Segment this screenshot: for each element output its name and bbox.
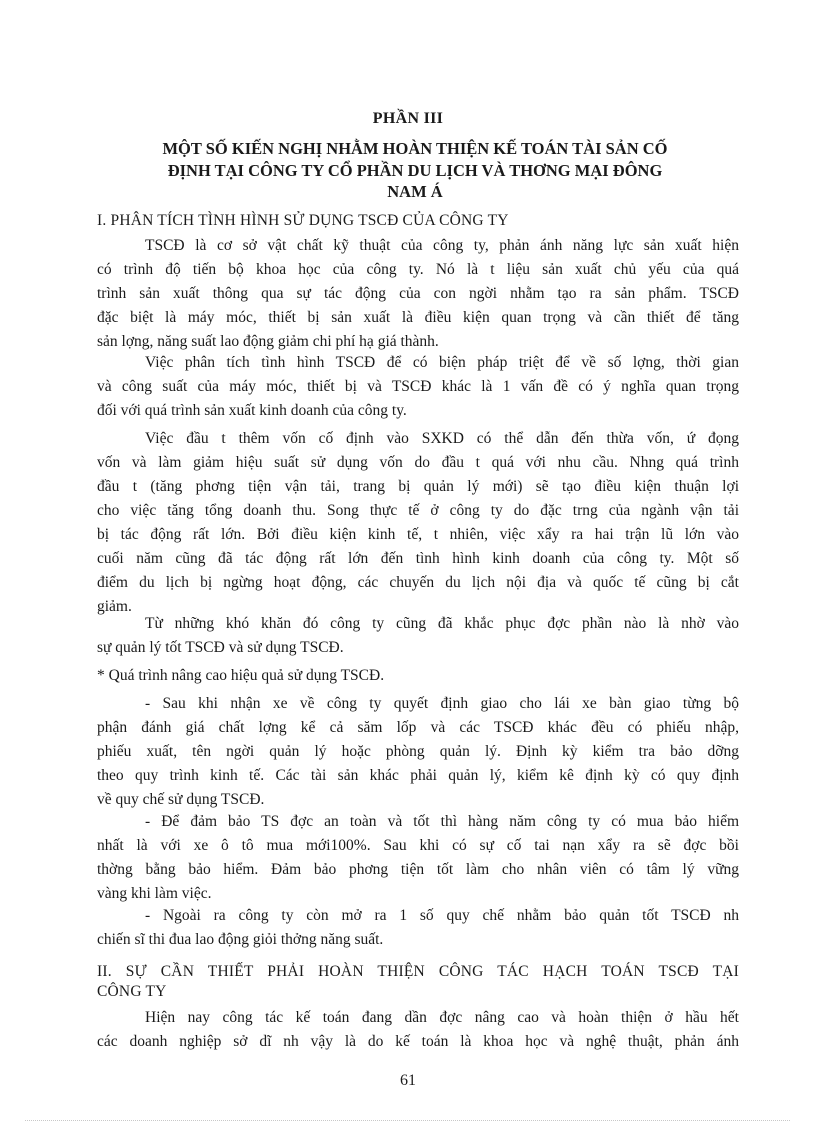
text-line: về quy chế sử dụng TSCĐ. [97, 791, 265, 808]
text-line: có trình độ tiến bộ khoa học của công ty. Nó là t liệu sản xuất chủ yếu của quá [97, 261, 739, 278]
text-line: vàng khi làm việc. [97, 885, 212, 902]
paragraph [97, 810, 739, 906]
text-line: giảm. [97, 598, 132, 615]
text-line: điểm du lịch bị ngừng hoạt động, các chuyến du lịch nội địa và quốc tế cũng bị cắt [97, 574, 739, 591]
heading-line: II. SỰ CẦN THIẾT PHẢI HOÀN THIỆN CÔNG TÁC HẠCH TOÁN TSCĐ TẠI [97, 963, 739, 980]
text-line: phiếu xuất, tên ngời quản lý hoặc phòng quản lý. Định kỳ kiểm tra bảo dỡng [97, 743, 739, 760]
text-line: cuối năm cũng đã tác động rất lớn đến tình hình kinh doanh của công ty. Một số [97, 550, 739, 567]
text-line: phận đánh giá chất lợng kể cả săm lốp và các TSCĐ khác đều có phiếu nhập, [97, 719, 739, 736]
main-title-line: MỘT SỐ KIẾN NGHỊ NHẰM HOÀN THIỆN KẾ TOÁN TÀI SẢN CỐ [162, 139, 668, 158]
text-line: - Ngoài ra công ty còn mở ra 1 số quy chế nhằm bảo quản tốt TSCĐ nh [145, 907, 739, 924]
text-line: Việc đầu t thêm vốn cố định vào SXKD có thể dẫn đến thừa vốn, ứ đọng [145, 430, 739, 447]
text-line: đầu t (tăng phơng tiện vận tải, trang bị quản lý mới) sẽ tạo điều kiện thuận lợi [97, 478, 739, 495]
footer-divider [25, 1120, 790, 1121]
page-number: 61 [400, 1072, 416, 1089]
main-title [110, 138, 720, 203]
text-line: nhất là với xe ô tô mua mới100%. Sau khi có sự cố tai nạn xẩy ra sẽ đợc bồi [97, 837, 739, 854]
text-line: chiến sĩ thi đua lao động giỏi thởng năng suất. [97, 931, 384, 948]
text-line: đối với quá trình sản xuất kinh doanh của công ty. [97, 402, 407, 419]
paragraph [97, 427, 739, 619]
paragraph [97, 351, 739, 423]
paragraph [97, 692, 739, 812]
paragraph [97, 664, 739, 688]
text-line: đặc biệt là máy móc, thiết bị sản xuất là điều kiện quan trọng và cần thiết để tăng [97, 309, 739, 326]
text-line: - Sau khi nhận xe về công ty quyết định giao cho lái xe bàn giao từng bộ [145, 695, 739, 712]
main-title-line: NAM Á [387, 182, 443, 201]
paragraph [97, 234, 739, 354]
paragraph [97, 904, 739, 952]
text-line: và công suất của máy móc, thiết bị và TSCĐ khác là 1 vấn đề có ý nghĩa quan trọng [97, 378, 739, 395]
section-heading-2 [97, 962, 739, 1002]
text-line: * Quá trình nâng cao hiệu quả sử dụng TSCĐ. [97, 667, 385, 684]
paragraph [97, 612, 739, 660]
text-line: Hiện nay công tác kế toán đang dần đợc nâng cao và hoàn thiện ở hầu hết [145, 1009, 739, 1026]
text-line: vốn và làm giảm hiệu suất sử dụng vốn do đầu t quá với nhu cầu. Nhng quá trình [97, 454, 739, 471]
section-heading-1: I. PHÂN TÍCH TÌNH HÌNH SỬ DỤNG TSCĐ CỦA CÔNG TY [97, 212, 509, 229]
main-title-line: ĐỊNH TẠI CÔNG TY CỔ PHẦN DU LỊCH VÀ THƠNG MẠI ĐÔNG [167, 160, 663, 180]
text-line: trình sản xuất thông qua sự tác động của con ngời nhằm tạo ra sản phẩm. TSCĐ [97, 285, 739, 302]
text-line: - Để đảm bảo TS đợc an toàn và tốt thì hàng năm công ty có mua bảo hiểm [145, 813, 739, 830]
paragraph [97, 1006, 739, 1054]
text-line: Việc phân tích tình hình TSCĐ để có biện pháp triệt để về số lợng, thời gian [145, 354, 739, 371]
text-line: cho việc tăng tổng doanh thu. Song thực tế ở công ty do đặc trng của ngành vận tải [97, 502, 739, 519]
text-line: sự quản lý tốt TSCĐ và sử dụng TSCĐ. [97, 639, 344, 656]
text-line: các doanh nghiệp sở dĩ nh vậy là do kế toán là khoa học và nghệ thuật, phản ánh [97, 1033, 739, 1050]
text-line: thờng bằng bảo hiểm. Đảm bảo phơng tiện tốt làm cho nhân viên có tâm lý vững [97, 861, 739, 878]
text-line: TSCĐ là cơ sở vật chất kỹ thuật của công ty, phản ánh năng lực sản xuất hiện [145, 237, 739, 254]
part-title: PHẦN III [372, 110, 444, 127]
text-line: Từ những khó khăn đó công ty cũng đã khắc phục đợc phần nào là nhờ vào [145, 615, 739, 632]
text-line: theo quy trình kinh tế. Các tài sản khác phải quản lý, kiểm kê định kỳ có quy định [97, 767, 739, 784]
text-line: sản lợng, năng suất lao động giảm chi phí hạ giá thành. [97, 333, 439, 350]
heading-line: CÔNG TY [97, 983, 167, 1000]
text-line: bị tác động rất lớn. Bởi điều kiện kinh tế, t nhiên, việc xẩy ra hai trận lũ lớn vào [97, 526, 739, 543]
